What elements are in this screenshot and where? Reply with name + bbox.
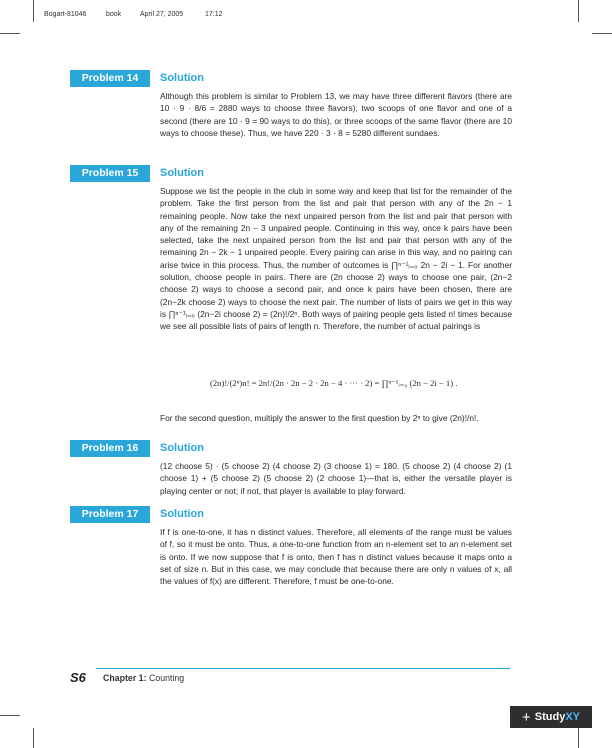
problem-15-solution-heading: Solution (160, 167, 204, 179)
problem-16-solution-heading: Solution (160, 442, 204, 454)
plus-icon: + (521, 708, 531, 726)
problem-15-solution-text (160, 185, 512, 333)
problem-14-body: Although this problem is similar to Problem 13, we may have three different flavors (there are 10 · 9 · 8/6 = 2880 ways to choose three flavors), two scoops of one flavor and one of a second (there are 10 · 9 = 90 ways to do this), or three scoops of the same flavor (there are 10 ways to choose these). Thus, we have 220 · 3 · 8 = 5280 different sundaes. (160, 91, 512, 138)
header-time: 17:12 (205, 11, 223, 18)
crop-mark (592, 33, 612, 34)
problem-15-equation: (2n)!/(2ⁿ)n! = 2n!/(2n · 2n − 2 · 2n − 4 · ··· · 2) = ∏ⁿ⁻¹ᵢ₌₀ (2n − 2i − 1) . (210, 378, 458, 388)
crop-mark (33, 728, 34, 748)
crop-mark (0, 33, 20, 34)
crop-mark (0, 715, 20, 716)
crop-mark (578, 0, 579, 22)
chapter-running-title (103, 673, 184, 683)
problem-15-body: Suppose we list the people in the club in some way and keep that list for the remainder of the problem. Take the first person from the list and pair that person with any of the 2n − 1 remaining people. Now take the next unpaired person from the list and pair that person with any of the remaining 2n − 3 unpaired people. Continuing in this way, once k pairs have been selected, take the next unpaired person from the list and pair that person with any of the remaining 2n − 2k − 1 unpaired people. Every pairing can arise in this way, and no pairing can arise twice in this process. Thus, the number of outcomes is ∏ⁿ⁻¹ᵢ₌₀ 2n − 2i − 1. For another solution, choose people in pairs. There are (2n choose 2) ways to choose one pair, (2n−2 choose 2) ways to choose a second pair, and once k pairs have been chosen, there are (2n−2k choose 2) ways to choose the next pair. The number of lists of pairs we get in this way is ∏ⁿ⁻¹ᵢ₌₀ (2n−2i choose 2) = (2n)!/2ⁿ. Both ways of pairing people gets listed n! times because we see all possible lists of pairs of length n. Therefore, the number of actual pairings is (160, 186, 512, 332)
studyxy-logo (510, 706, 592, 728)
problem-17-solution-text (160, 526, 512, 587)
problem-17-solution-heading: Solution (160, 508, 204, 520)
problem-16-label: Problem 16 (70, 440, 150, 457)
problem-14-solution-heading: Solution (160, 72, 204, 84)
chapter-label: Chapter 1: (103, 673, 147, 683)
problem-14-solution-text (160, 90, 512, 139)
problem-17-body: If f is one-to-one, it has n distinct values. Therefore, all elements of the range must be values of f, so it must be onto. Thus, a one-to-one function from an n-element set to an n-element set is onto. If we now suppose that f is onto, then f has n distinct values because it maps onto a set of size n. But in this case, we may conclude that because there are only n values of x, all the values of f(x) are different. Therefore, f must be one-to-one. (160, 527, 512, 587)
chapter-title: Counting (148, 673, 185, 683)
header-date: April 27, 2005 (140, 11, 184, 18)
crop-mark (578, 728, 579, 748)
problem-16-solution-text (160, 460, 512, 497)
problem-15-label: Problem 15 (70, 165, 150, 182)
problem-15-after: For the second question, multiply the answer to the first question by 2ⁿ to give (2n)!/n!. (160, 413, 479, 423)
brand-name: StudyXY (534, 711, 580, 723)
problem-17-label: Problem 17 (70, 506, 150, 523)
footer-rule (96, 668, 510, 669)
problem-14-label: Problem 14 (70, 70, 150, 87)
header-book-id: Bogart-81046 (44, 11, 87, 18)
problem-15-after-text (160, 412, 512, 424)
page-number: S6 (70, 670, 86, 685)
header-kind: book (106, 11, 122, 18)
crop-mark (33, 0, 34, 22)
problem-16-body: (12 choose 5) · (5 choose 2) (4 choose 2) (3 choose 1) = 180. (5 choose 2) (4 choose 2) (1 choose 1) + (5 choose 2) (5 choose 2) (2 choose 1)—that is, either the versatile player is playing center or not; if not, that player is available to play forward. (160, 461, 512, 496)
